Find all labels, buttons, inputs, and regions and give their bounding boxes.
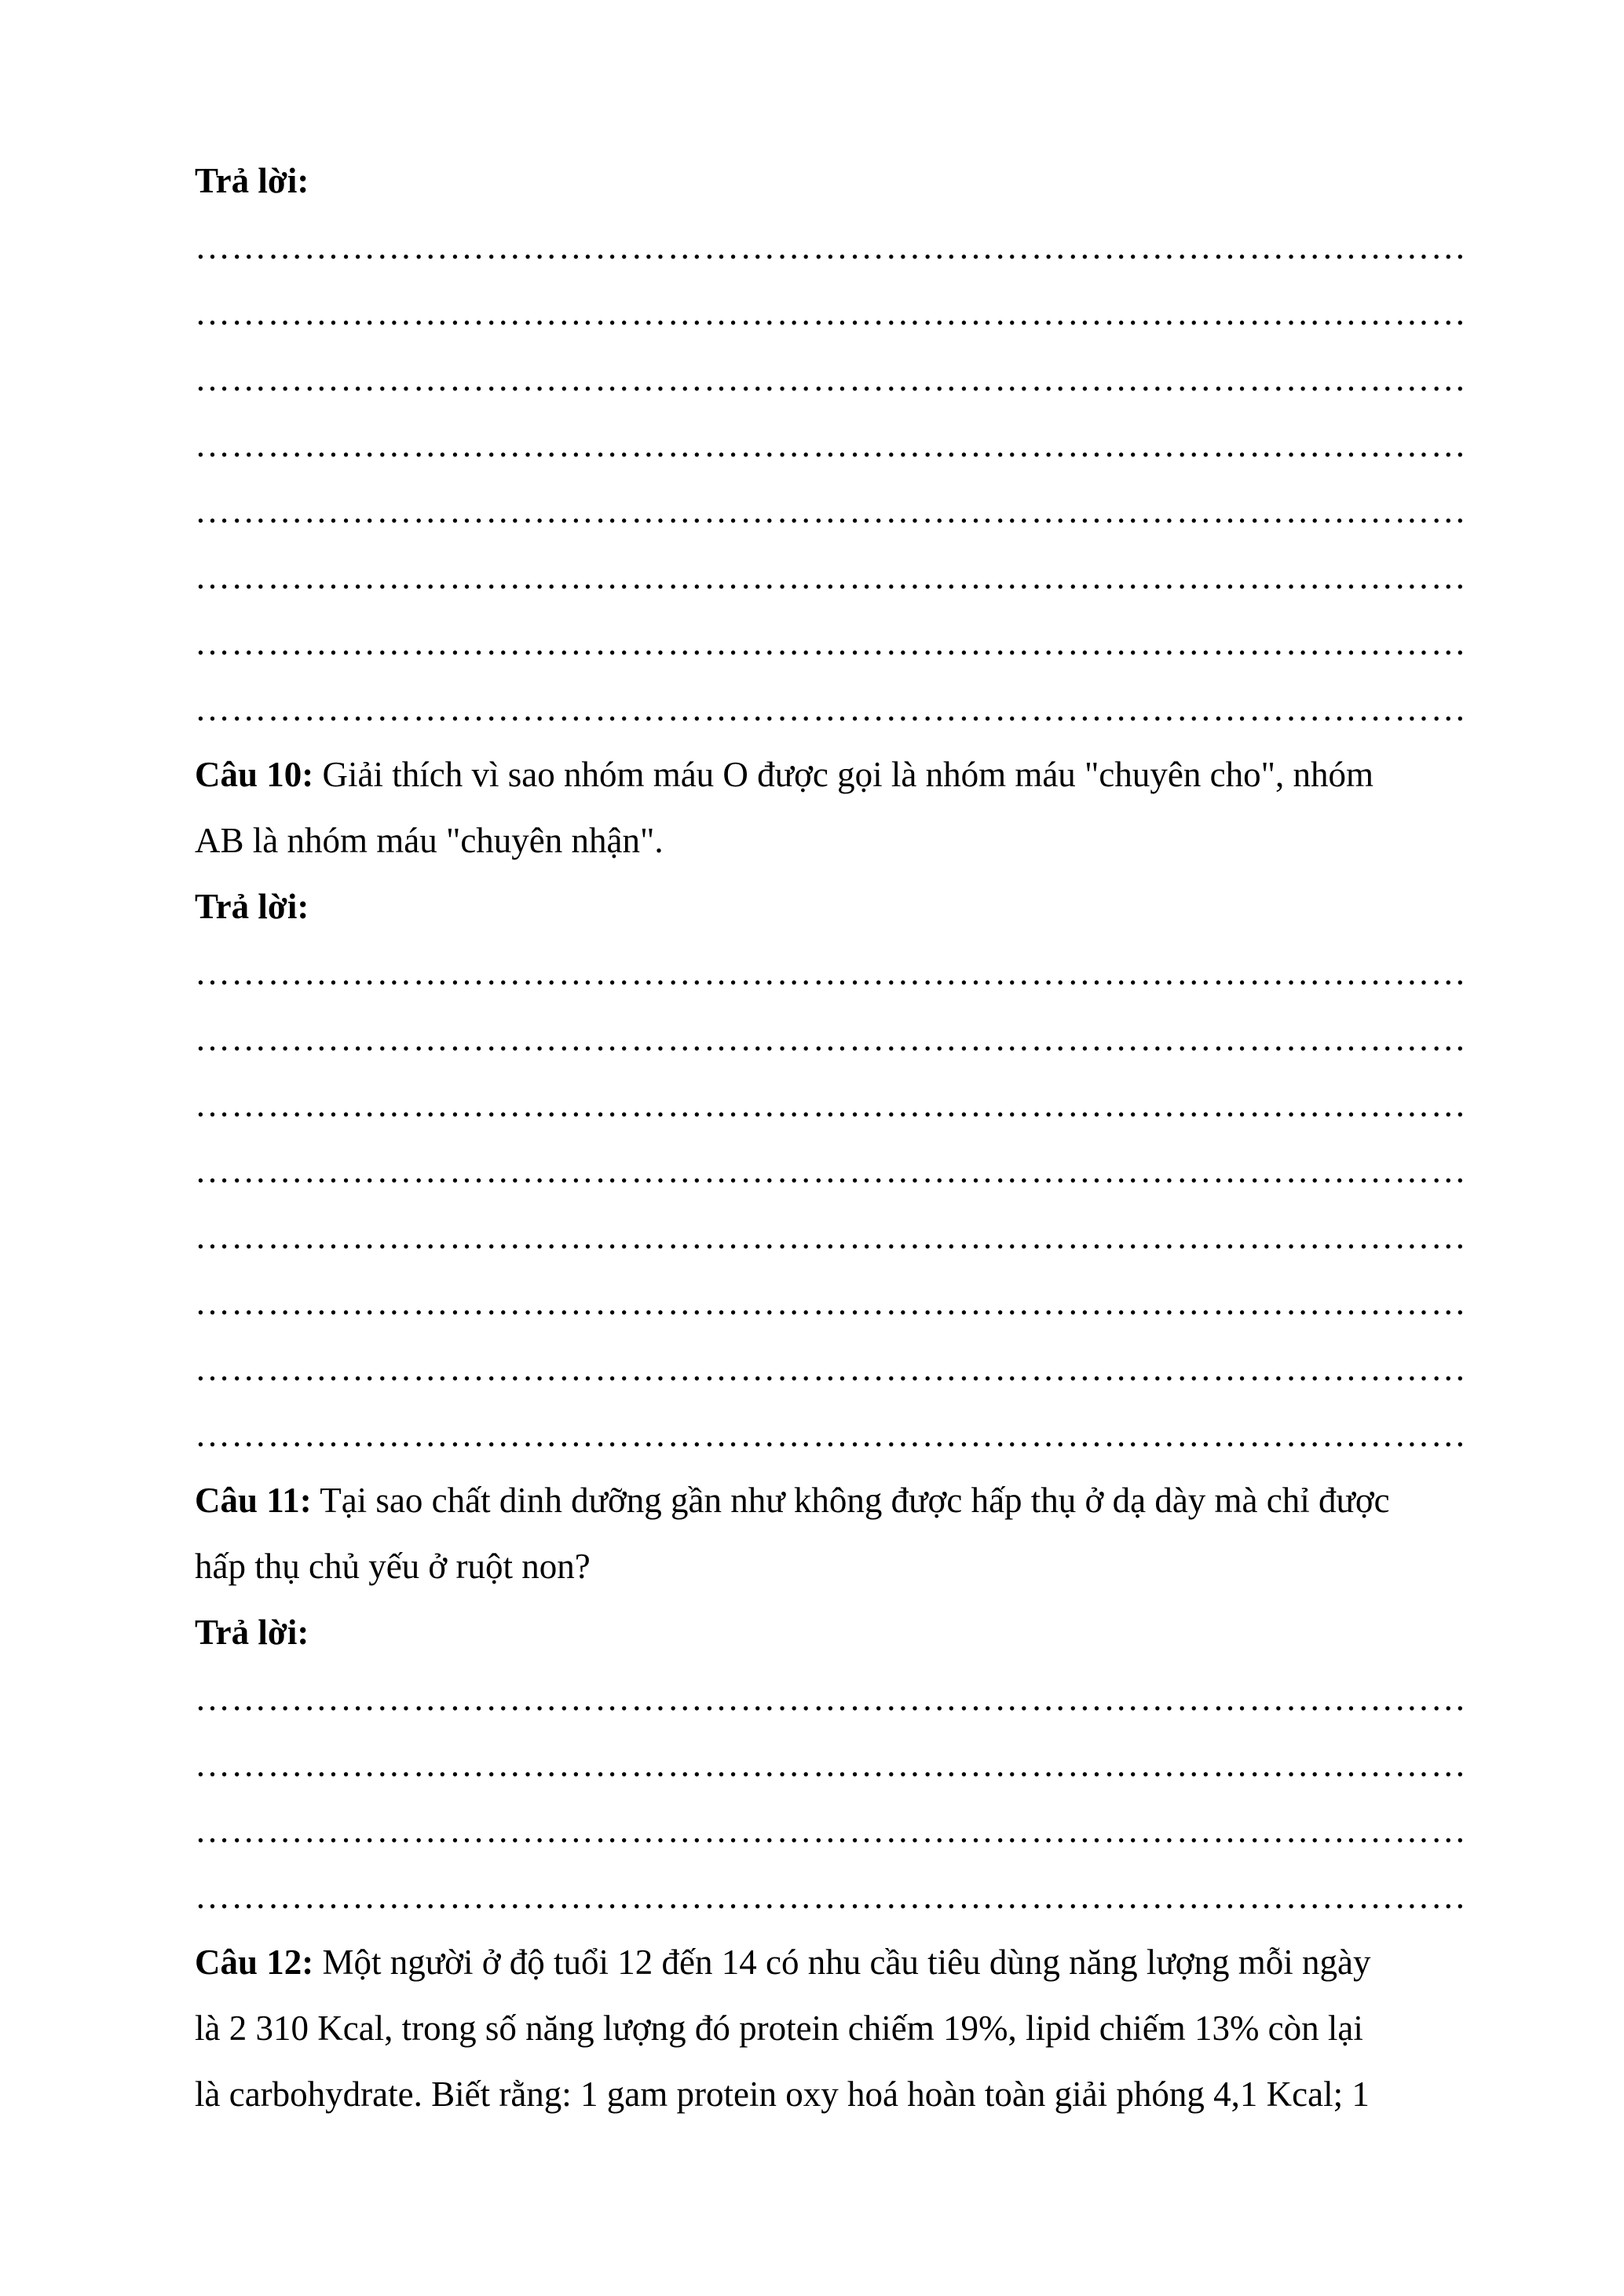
answer-dotted-line: …………………………………………………………………………………………… [195,557,1467,596]
question-11-text-line2: hấp thụ chủ yếu ở ruột non? [195,1547,591,1586]
question-10 [195,742,1467,807]
answer-dotted-line: …………………………………………………………………………………………… [195,689,1467,728]
answer-dotted-line: …………………………………………………………………………………………… [195,1283,1467,1322]
answer-dotted-line: …………………………………………………………………………………………… [195,359,1467,398]
question-12-text-line2: là 2 310 Kcal, trong số năng lượng đó protein chiếm 19%, lipid chiếm 13% còn lại [195,2009,1363,2048]
answer-dotted-line: …………………………………………………………………………………………… [195,1019,1467,1058]
question-11-answer-label: Trả lời: [195,1613,309,1652]
page-content [195,148,1467,2127]
question-10-answer-label: Trả lời: [195,887,309,926]
question-11 [195,1467,1467,1533]
question-12 [195,1929,1467,1995]
answer-dotted-line: …………………………………………………………………………………………… [195,1679,1467,1718]
answer-dotted-line: …………………………………………………………………………………………… [195,1085,1467,1124]
answer-dotted-line: …………………………………………………………………………………………… [195,1877,1467,1916]
question-11-text-line1: Tại sao chất dinh dưỡng gần như không được hấp thụ ở dạ dày mà chỉ được [311,1481,1390,1520]
question-11-label: Câu 11: [195,1481,312,1520]
question-10-label: Câu 10: [195,755,314,794]
answer-dotted-line: …………………………………………………………………………………………… [195,1745,1467,1784]
answer-dotted-line: …………………………………………………………………………………………… [195,293,1467,332]
question-10-text-line2: AB là nhóm máu "chuyên nhận". [195,821,664,860]
question-12-text-line1: Một người ở độ tuổi 12 đến 14 có nhu cầu tiêu dùng năng lượng mỗi ngày [313,1943,1371,1982]
answer-dotted-line: …………………………………………………………………………………………… [195,1811,1467,1850]
answer-dotted-line: …………………………………………………………………………………………… [195,623,1467,662]
answer-dotted-line: …………………………………………………………………………………………… [195,1151,1467,1190]
answer-dotted-line: …………………………………………………………………………………………… [195,227,1467,266]
answer-label: Trả lời: [195,161,309,200]
answer-dotted-line: …………………………………………………………………………………………… [195,1349,1467,1388]
question-12-label: Câu 12: [195,1943,314,1982]
answer-dotted-line: …………………………………………………………………………………………… [195,425,1467,464]
answer-dotted-line: …………………………………………………………………………………………… [195,953,1467,992]
question-10-text-line1: Giải thích vì sao nhóm máu O được gọi là nhóm máu "chuyên cho", nhóm [313,755,1373,794]
question-12-text-line3: là carbohydrate. Biết rằng: 1 gam protein oxy hoá hoàn toàn giải phóng 4,1 Kcal; 1 [195,2074,1370,2114]
answer-dotted-line: …………………………………………………………………………………………… [195,491,1467,530]
answer-dotted-line: …………………………………………………………………………………………… [195,1217,1467,1256]
answer-dotted-line: …………………………………………………………………………………………… [195,1415,1467,1454]
